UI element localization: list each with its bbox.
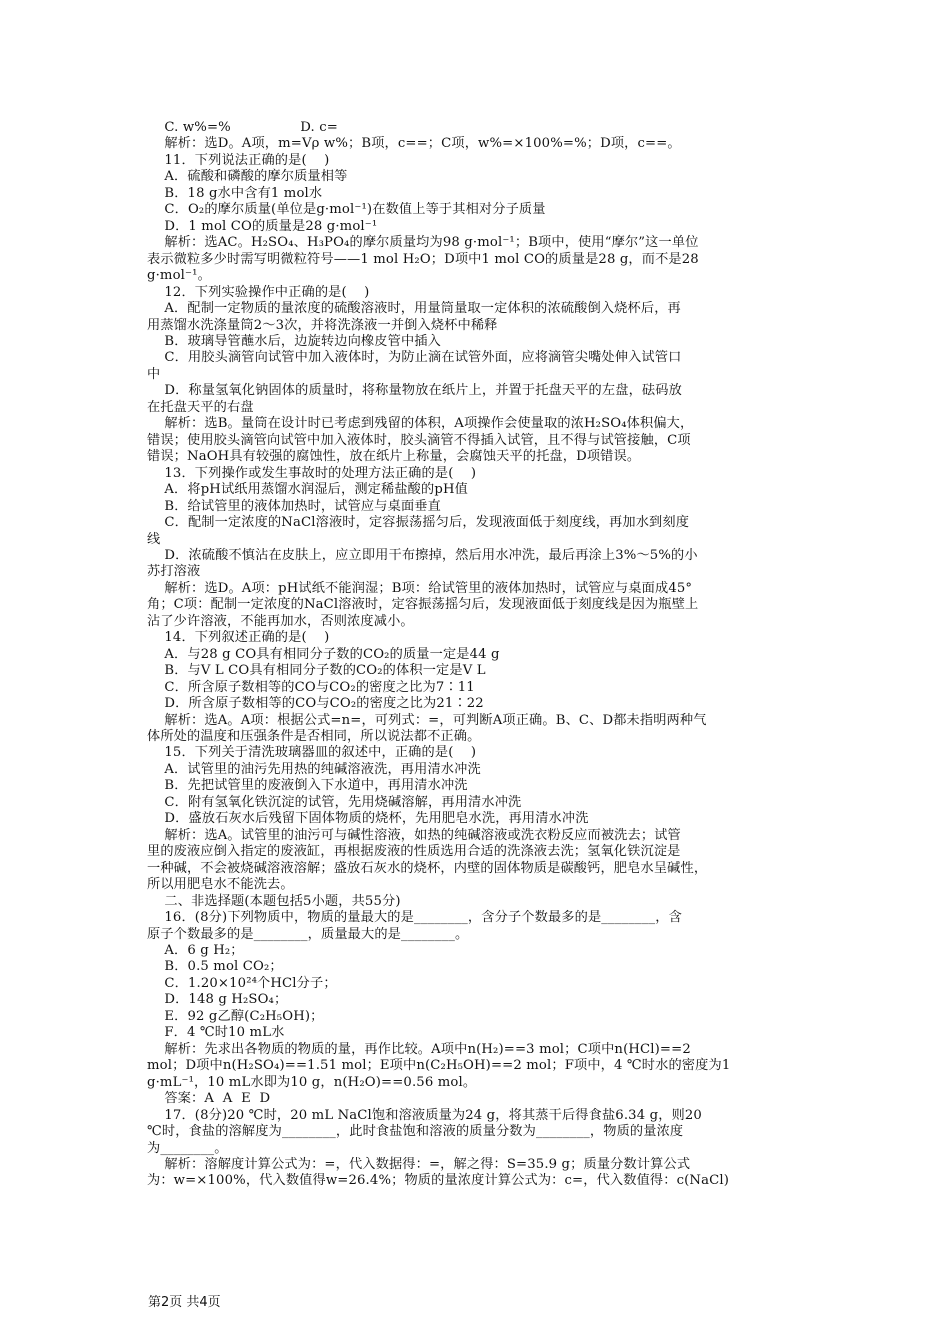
text-line: g·mol⁻¹。	[147, 268, 211, 284]
text-line: 17．(8分)20 ℃时，20 mL NaCl饱和溶液质量为24 g，将其蒸干后得食盐6.34 g，则20	[147, 1107, 702, 1123]
text-line: 12．下列实验操作中正确的是( )	[147, 284, 370, 300]
text-line: 苏打溶液	[147, 564, 201, 580]
text-line: 错误；NaOH具有较强的腐蚀性，放在纸片上称量，会腐蚀天平的托盘，D项错误。	[147, 449, 641, 465]
text-line: 一种碱，不会被烧碱溶液溶解；盛放石灰水的烧杯，内壁的固体物质是碳酸钙，肥皂水呈碱性，	[147, 860, 708, 876]
text-line: F．4 ℃时10 mL水	[147, 1025, 285, 1041]
text-line: 11．下列说法正确的是( )	[147, 152, 330, 168]
text-line: 里的废液应倒入指定的废液缸，再根据废液的性质选用合适的洗涤液去洗；氢氧化铁沉淀是	[147, 844, 681, 860]
text-line: C．用胶头滴管向试管中加入液体时，为防止滴在试管外面，应将滴管尖嘴处伸入试管口	[147, 350, 682, 366]
text-line: 解析：先求出各物质的物质的量，再作比较。A项中n(H₂)==3 mol；C项中n(HCl)==2	[147, 1041, 691, 1057]
page-footer: 第2页 共4页	[148, 1295, 221, 1310]
text-line: ℃时，食盐的溶解度为________，此时食盐饱和溶液的质量分数为________，物质的量浓度	[147, 1124, 684, 1140]
text-line: 原子个数最多的是________，质量最大的是________。	[147, 926, 469, 942]
text-line: 二、非选择题(本题包括5小题，共55分)	[147, 893, 401, 909]
text-line: g·mL⁻¹，10 mL水即为10 g，n(H₂O)==0.56 mol。	[147, 1074, 477, 1090]
text-line: B．18 g水中含有1 mol水	[147, 185, 323, 201]
text-line: 沾了少许溶液，不能再加水，否则浓度减小。	[147, 613, 414, 629]
text-line: C．O₂的摩尔质量(单位是g·mol⁻¹)在数值上等于其相对分子质量	[147, 202, 546, 218]
text-line: A．与28 g CO具有相同分子数的CO₂的质量一定是44 g	[147, 646, 500, 662]
text-line: 错误；使用胶头滴管向试管中加入液体时，胶头滴管不得插入试管，且不得与试管接触，C项	[147, 432, 691, 448]
text-line: A．将pH试纸用蒸馏水润湿后，测定稀盐酸的pH值	[147, 482, 468, 498]
text-line: 表示微粒多少时需写明微粒符号——1 mol H₂O；D项中1 mol CO的质量是28 g，而不是28	[147, 251, 699, 267]
text-line: D．浓硫酸不慎沾在皮肤上，应立即用干布擦掉，然后用水冲洗，最后再涂上3%～5%的小	[147, 547, 698, 563]
text-line: 中	[147, 366, 161, 382]
text-line: A．硫酸和磷酸的摩尔质量相等	[147, 169, 348, 185]
text-line: 所以用肥皂水不能洗去。	[147, 877, 294, 893]
text-line: C．附有氢氧化铁沉淀的试管，先用烧碱溶解，再用清水冲洗	[147, 794, 522, 810]
text-line: A．配制一定物质的量浓度的硫酸溶液时，用量筒量取一定体积的浓硫酸倒入烧杯后，再	[147, 301, 681, 317]
text-line: 解析：选AC。H₂SO₄、H₃PO₄的摩尔质量均为98 g·mol⁻¹；B项中，使用“摩尔”这一单位	[147, 235, 699, 251]
text-line: B．先把试管里的废液倒入下水道中，再用清水冲洗	[147, 778, 468, 794]
text-line: A．试管里的油污先用热的纯碱溶液洗，再用清水冲洗	[147, 761, 481, 777]
text-line: D．1 mol CO的质量是28 g·mol⁻¹	[147, 218, 378, 234]
text-line: 解析：选A。试管里的油污可与碱性溶液，如热的纯碱溶液或洗衣粉反应而被洗去；试管	[147, 827, 681, 843]
text-line: 解析：选D。A项：pH试纸不能润湿；B项：给试管里的液体加热时，试管应与桌面成45°	[147, 580, 693, 596]
text-line: B．与V L CO具有相同分子数的CO₂的体积一定是V L	[147, 663, 486, 679]
text-line: C．1.20×10²⁴个HCl分子；	[147, 975, 337, 991]
text-line: 用蒸馏水洗涤量筒2～3次，并将洗涤液一并倒入烧杯中稀释	[147, 317, 498, 333]
text-line: 体所处的温度和压强条件是否相同，所以说法都不正确。	[147, 729, 481, 745]
text-line: B．给试管里的液体加热时，试管应与桌面垂直	[147, 498, 441, 514]
text-line: 解析：选A。A项：根据公式=n=，可列式：=，可判断A项正确。B、C、D都未指明两种气	[147, 712, 707, 728]
text-line: mol；D项中n(H₂SO₄)==1.51 mol；E项中n(C₂H₅OH)==2 mol；F项中，4 ℃时水的密度为1	[147, 1058, 731, 1074]
text-line: 为：w=×100%，代入数值得w=26.4%；物质的量浓度计算公式为：c=，代入数值得：c(NaCl)	[147, 1173, 730, 1189]
text-line: 16．(8分)下列物质中，物质的量最大的是________，含分子个数最多的是________，含	[147, 910, 682, 926]
text-line: 在托盘天平的右盘	[147, 399, 254, 415]
text-line: C. w%=% D. c=	[147, 120, 338, 135]
text-line: D．称量氢氧化钠固体的质量时，将称量物放在纸片上，并置于托盘天平的左盘，砝码放	[147, 383, 682, 399]
text-line: D．盛放石灰水后残留下固体物质的烧杯，先用肥皂水洗，再用清水冲洗	[147, 811, 589, 827]
text-line: 14．下列叙述正确的是( )	[147, 630, 330, 646]
text-line: D．所含原子数相等的CO与CO₂的密度之比为21∶22	[147, 696, 484, 712]
text-line: 13．下列操作或发生事故时的处理方法正确的是( )	[147, 465, 477, 481]
text-line: B．0.5 mol CO₂；	[147, 959, 283, 975]
text-line: A．6 g H₂；	[147, 943, 244, 958]
text-line: E．92 g乙醇(C₂H₅OH)；	[147, 1008, 324, 1024]
text-line: 线	[147, 531, 161, 547]
text-line: 为________。	[147, 1140, 228, 1156]
text-line: 解析：选B。量筒在设计时已考虑到残留的体积，A项操作会使量取的浓H₂SO₄体积偏大，	[147, 416, 694, 432]
text-line: C．配制一定浓度的NaCl溶液时，定容振荡摇匀后，发现液面低于刻度线，再加水到刻度	[147, 515, 690, 531]
text-line: 角；C项：配制一定浓度的NaCl溶液时，定容振荡摇匀后，发现液面低于刻度线是因为瓶壁上	[147, 597, 699, 613]
text-line: 解析：溶解度计算公式为：=，代入数据得：=，解之得：S=35.9 g；质量分数计算公式	[147, 1156, 691, 1172]
text-line: B．玻璃导管蘸水后，边旋转边向橡皮管中插入	[147, 333, 441, 349]
text-line: D．148 g H₂SO₄；	[147, 992, 288, 1008]
text-line: 15．下列关于清洗玻璃器皿的叙述中，正确的是( )	[147, 745, 477, 761]
text-line: 解析：选D。A项，m=Vρ w%；B项，c==；C项，w%=×100%=%；D项，c==。	[147, 136, 681, 152]
text-line: C．所含原子数相等的CO与CO₂的密度之比为7∶11	[147, 679, 475, 695]
text-line: 答案：A A E D	[147, 1091, 271, 1107]
